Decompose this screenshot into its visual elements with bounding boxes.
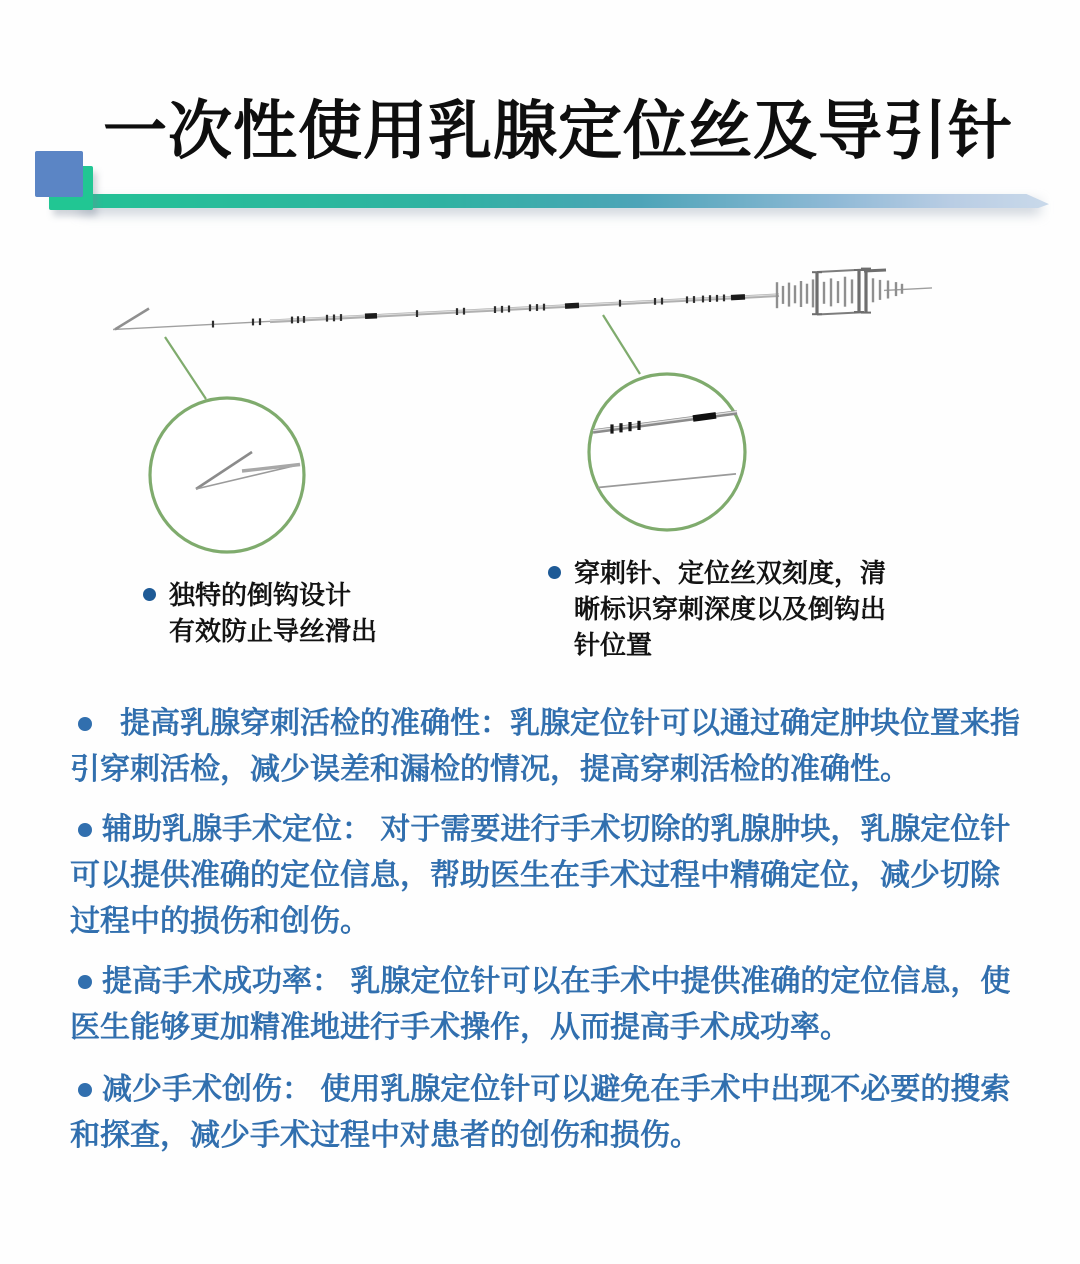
bullet-icon [78,1083,92,1097]
hook-caption-line: 有效防止导丝滑出 [169,617,378,646]
stylet-wire [884,288,932,291]
feature-line: 辅助乳腺手术定位： 对于需要进行手术切除的乳腺肿块，乳腺定位针 [102,813,1011,846]
feature-item [70,1067,1070,1159]
feature-item [70,701,1070,793]
feature-line: 提高手术成功率： 乳腺定位针可以在手术中提供准确的定位信息，使 [102,965,1011,998]
callout-line-scale [603,315,640,374]
gradient-bar [71,194,1049,208]
feature-line: 提高乳腺穿刺活检的准确性：乳腺定位针可以通过确定肿块位置来指 [120,707,1020,740]
needle-hub [777,269,932,315]
scale-caption-line: 穿刺针、定位丝双刻度，清 [574,559,887,588]
bullet-icon [78,975,92,989]
magnifier-circle-hook [150,398,304,552]
scale-caption-line: 针位置 [574,631,653,660]
bullet-icon [78,717,92,731]
feature-item [70,807,1070,945]
scale-caption-line: 晰标识穿刺深度以及倒钩出 [574,595,887,624]
bullet-icon [78,823,92,837]
feature-item [70,959,1070,1051]
hook-tip-icon [115,309,149,330]
hook-caption-line: 独特的倒钩设计 [169,581,352,610]
magnifier-circle-scale [589,374,745,530]
page-title: 一次性使用乳腺定位丝及导引针 [103,95,1013,167]
scale-caption [548,556,886,664]
feature-line: 和探查，减少手术过程中对患者的创伤和损伤。 [70,1119,700,1152]
feature-line: 医生能够更加精准地进行手术操作，从而提高手术成功率。 [70,1011,850,1044]
hook-caption [143,578,377,650]
feature-line: 过程中的损伤和创伤。 [70,905,370,938]
callout-line-hook [165,337,206,399]
feature-line: 减少手术创伤： 使用乳腺定位针可以避免在手术中出现不必要的搜索 [102,1073,1011,1106]
feature-line: 可以提供准确的定位信息，帮助医生在手术过程中精确定位，减少切除 [70,859,1000,892]
accent-square-blue [35,151,83,197]
bullet-icon [548,566,561,579]
bullet-icon [143,588,156,601]
feature-line: 引穿刺活检，减少误差和漏检的情况，提高穿刺活检的准确性。 [70,753,910,786]
